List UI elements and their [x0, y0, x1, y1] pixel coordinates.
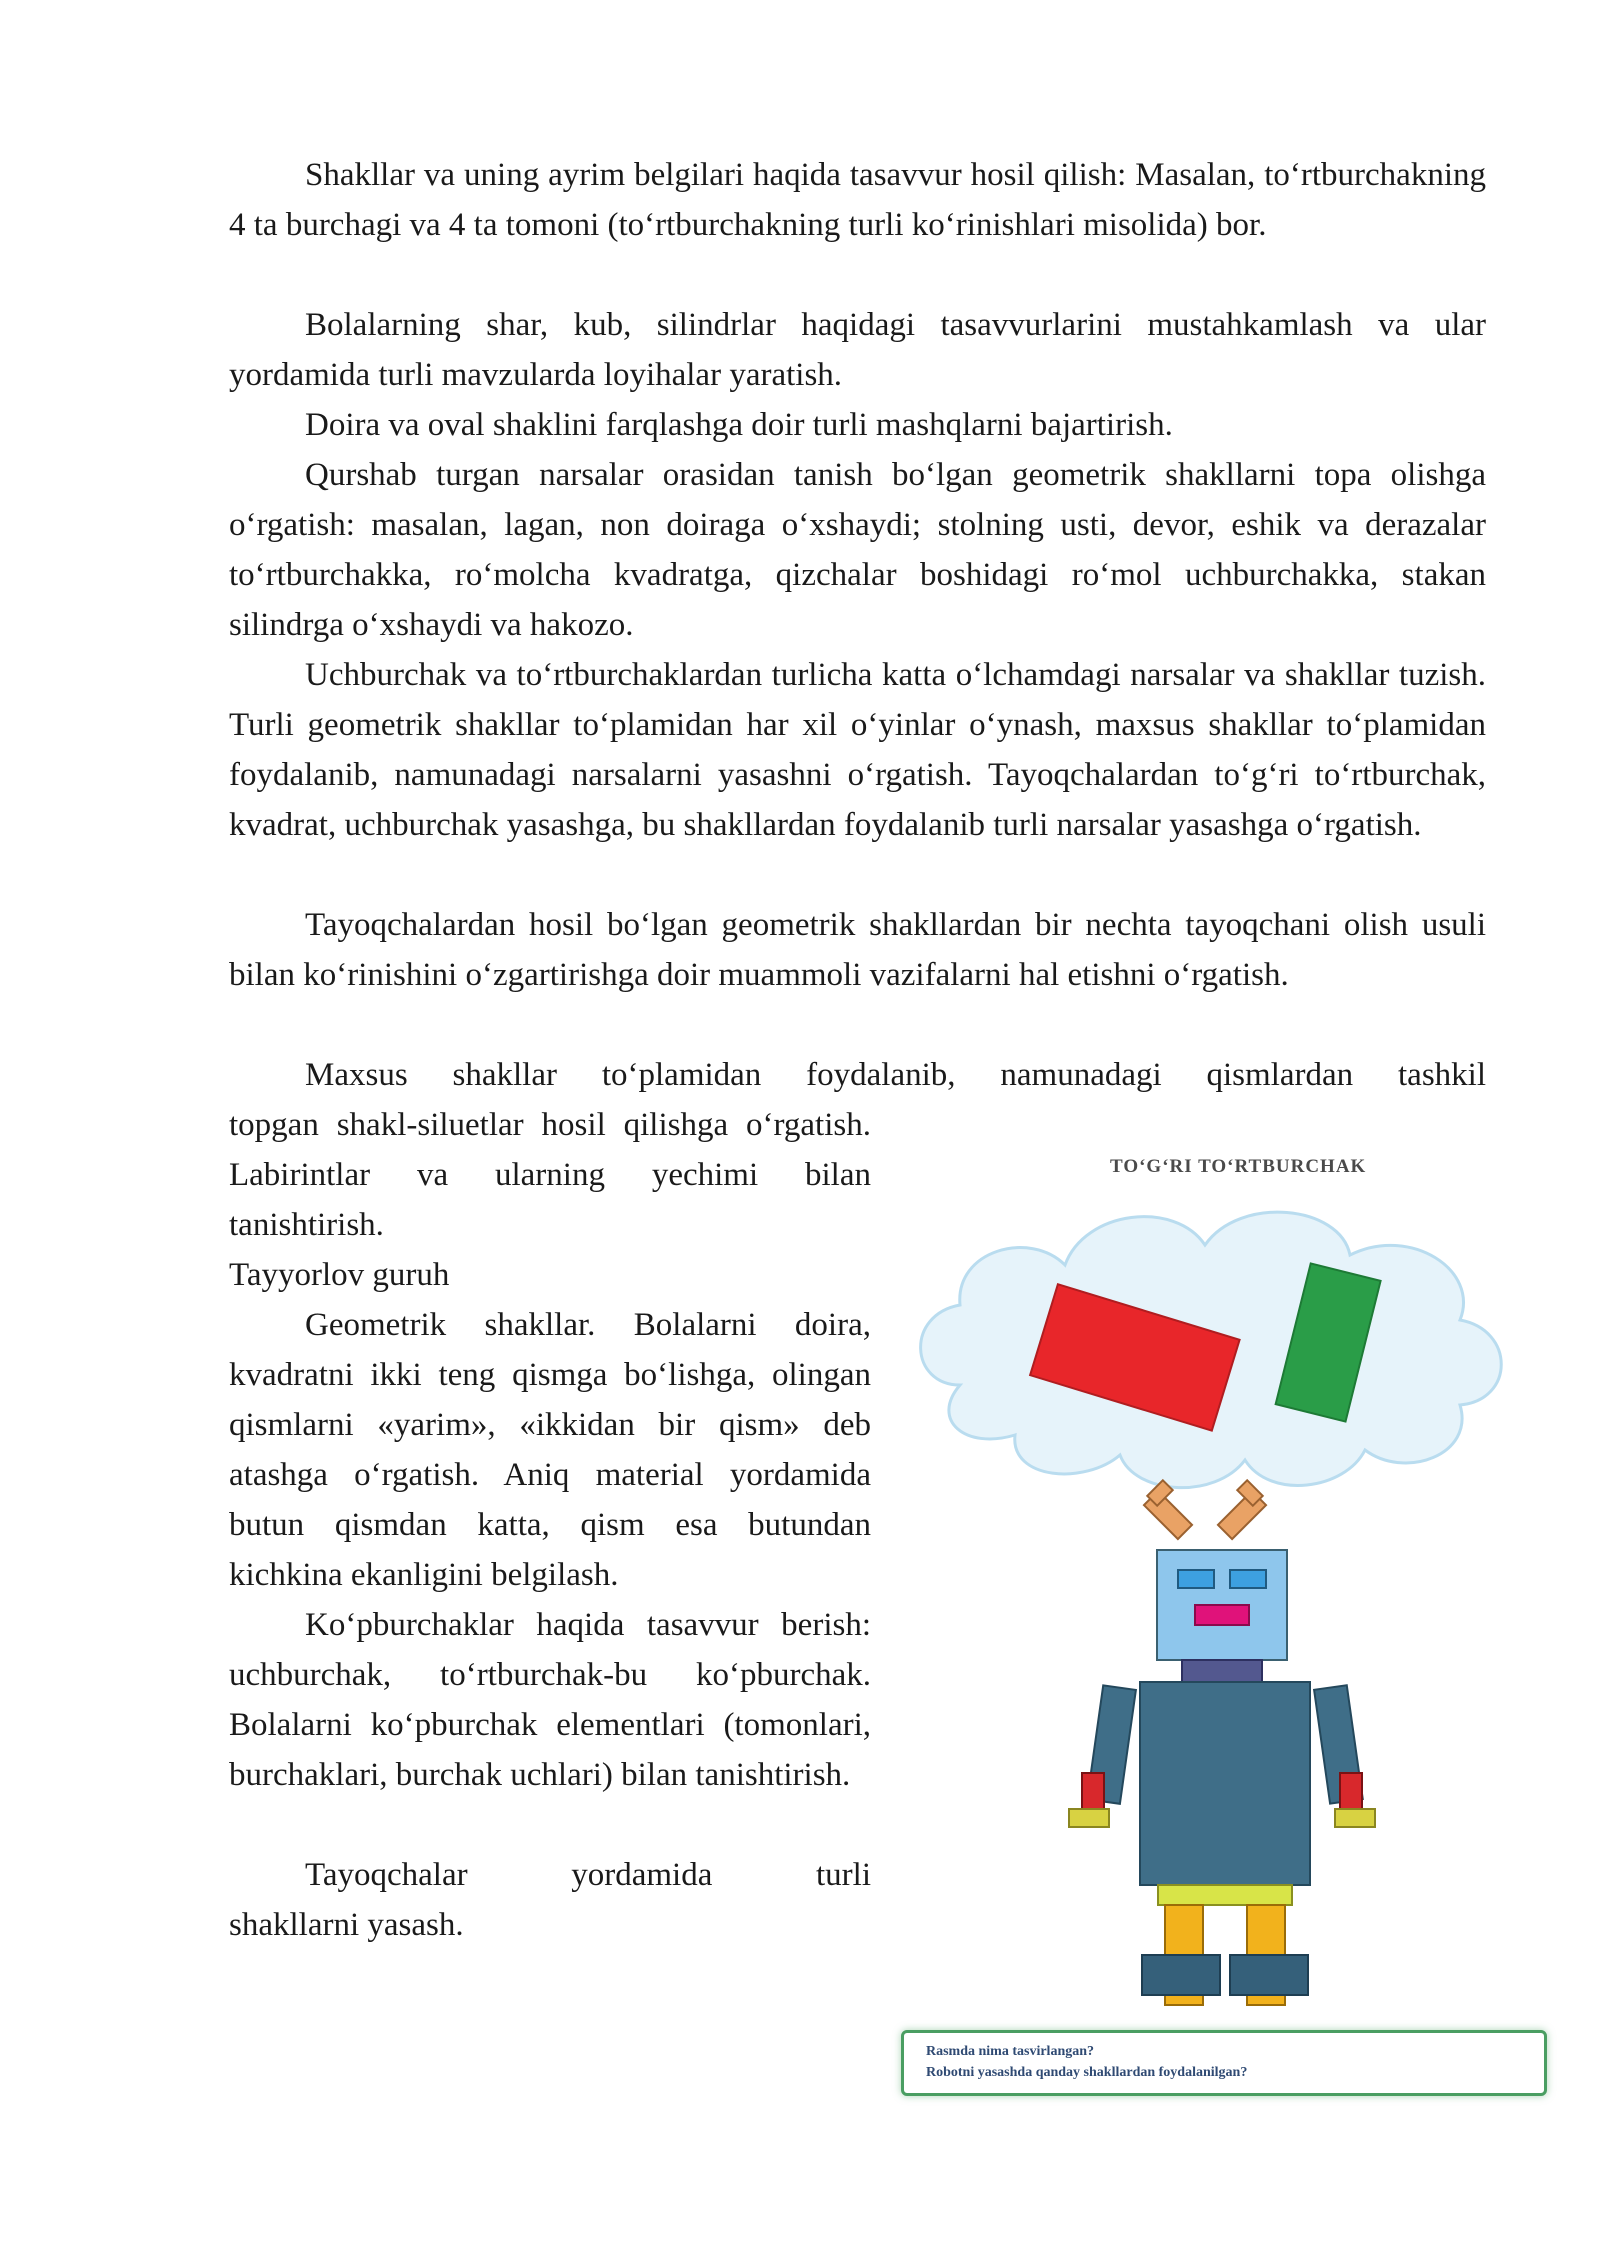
paragraph-shapes-intro: Shakllar va uning ayrim belgilari haqida tasavvur hosil qilish: Masalan, to‘rtburchakning 4 ta burchagi va 4 ta tomoni (to‘rtburchakning turli ko‘rinishlari misolida) bor.	[229, 157, 1486, 243]
paragraph-sticks-line2: shakllarni yasash.	[229, 1907, 464, 1943]
robot-eye-right	[1230, 1570, 1266, 1588]
paragraph-polygons: Ko‘pburchaklar haqida tasavvur berish: uchburchak, to‘rtburchak-bu ko‘pburchak. Bolalarni ko‘pburchak elementlari (tomonlari, burchaklari, burchak uchlari) bilan tanishtirish.	[229, 1607, 871, 1793]
group-heading: Tayyorlov guruh	[229, 1257, 450, 1293]
question-1: Rasmda nima tasvirlangan?	[926, 2044, 1095, 2059]
question-box	[901, 2030, 1547, 2096]
paragraph-sticks-problems: Tayoqchalardan hosil bo‘lgan geometrik shakllardan bir nechta tayoqchani olish usuli bilan ko‘rinishini o‘zgartirishga doir muammoli vazifalarni hal etishni o‘rgatish.	[229, 907, 1486, 993]
robot-eye-left	[1178, 1570, 1214, 1588]
robot-hand-right	[1335, 1809, 1375, 1827]
paragraph-surrounding-objects: Qurshab turgan narsalar orasidan tanish bo‘lgan geometrik shakllarni topa olishga o‘rgatish: masalan, lagan, non doiraga o‘xshaydi; stolning usti, devor, eshik va derazalar to‘rtburchakka, ro‘molcha kvadratga, qizchalar boshidagi ro‘mol uchburchakka, stakan silindrga o‘xshaydi va hakozo.	[229, 457, 1486, 643]
robot-wrist-left	[1082, 1773, 1104, 1809]
paragraph-silhouettes-rest: topgan shakl-siluetlar hosil qilishga o‘rgatish. Labirintlar va ularning yechimi bilan tanishtirish.	[229, 1107, 871, 1243]
robot-neck	[1182, 1660, 1262, 1682]
figure-title: TO‘G‘RI TO‘RTBURCHAK	[1110, 1156, 1367, 1177]
robot-hips	[1158, 1885, 1292, 1905]
robot-hand-left	[1069, 1809, 1109, 1827]
paragraph-circle-oval: Doira va oval shaklini farqlashga doir turli mashqlarni bajartirish.	[305, 407, 1173, 443]
robot-foot-right	[1230, 1955, 1308, 1995]
paragraph-solids: Bolalarning shar, kub, silindrlar haqidagi tasavvurlarini mustahkamlash va ular yordamida turli mavzularda loyihalar yaratish.	[229, 307, 1486, 393]
paragraph-geometric-shapes: Geometrik shakllar. Bolalarni doira, kvadratni ikki teng qismga bo‘lishga, olingan qismlarni «yarim», «ikkidan bir qism» deb atashga o‘rgatish. Aniq material yordamida butun qismdan katta, qism esa butundan kichkina ekanligini belgilash.	[229, 1307, 871, 1593]
robot-illustration	[900, 1195, 1540, 2015]
paragraph-silhouettes-first-line: Maxsus shakllar to‘plamidan foydalanib, namunadagi qismlardan tashkil	[305, 1057, 1486, 1093]
robot-body	[1140, 1682, 1310, 1885]
robot-mouth	[1195, 1605, 1249, 1625]
robot-foot-left	[1142, 1955, 1220, 1995]
robot-wrist-right	[1340, 1773, 1362, 1809]
paragraph-triangles-rectangles: Uchburchak va to‘rtburchaklardan turlicha katta o‘lchamdagi narsalar va shakllar tuzish. Turli geometrik shakllar to‘plamidan har xil o‘yinlar o‘ynash, maxsus shakllar to‘plamidan foydalanib, namunadagi narsalarni yasashni o‘rgatish. Tayoqchalardan to‘g‘ri to‘rtburchak, kvadrat, uchburchak yasashga, bu shakllardan foydalanib turli narsalar yasashga o‘rgatish.	[229, 657, 1486, 843]
question-2: Robotni yasashda qanday shakllardan foydalanilgan?	[926, 2065, 1248, 2080]
paragraph-sticks-line1: Tayoqchalar yordamida turli	[305, 1857, 871, 1893]
robot	[1069, 1480, 1375, 2005]
